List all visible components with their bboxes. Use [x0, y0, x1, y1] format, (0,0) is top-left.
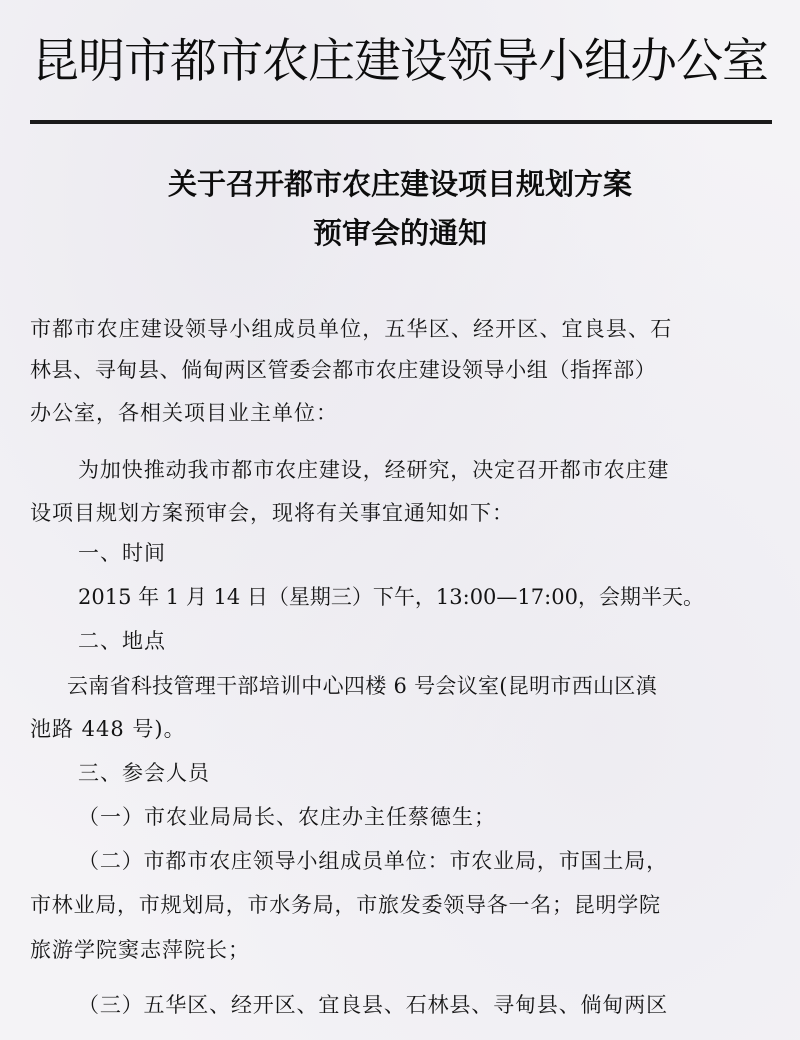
addressee-line: 林县、寻甸县、倘甸两区管委会都市农庄建设领导小组（指挥部）: [30, 358, 657, 382]
attendee-item: 旅游学院窦志萍院长；: [30, 938, 250, 962]
meeting-location-text: 云南省科技管理干部培训中心四楼 6 号会议室(昆明市西山区滇: [67, 674, 657, 698]
body-paragraph-line: 设项目规划方案预审会，现将有关事宜通知如下：: [30, 501, 514, 525]
attendee-item: （二）市都市农庄领导小组成员单位：市农业局，市国土局，: [78, 849, 668, 873]
attendee-item: 市林业局，市规划局，市水务局，市旅发委领导各一名；昆明学院: [30, 893, 661, 917]
body-paragraph-line: 为加快推动我市都市农庄建设，经研究，决定召开都市农庄建: [78, 458, 670, 482]
letterhead-divider: [30, 120, 772, 124]
meeting-location-text: 池路 448 号)。: [30, 717, 186, 741]
section-heading-attendees: 三、参会人员: [78, 761, 210, 785]
meeting-time-text: 2015 年 1 月 14 日（星期三）下午，13:00—17:00，会期半天。: [78, 585, 704, 609]
notice-title-line-2: 预审会的通知: [312, 216, 487, 250]
attendee-item: （一）市农业局局长、农庄办主任蔡德生；: [78, 805, 496, 829]
section-heading-location: 二、地点: [78, 629, 166, 653]
section-heading-time: 一、时间: [78, 541, 166, 565]
addressee-line: 市都市农庄建设领导小组成员单位，五华区、经开区、宜良县、石: [30, 317, 673, 341]
attendee-item: （三）五华区、经开区、宜良县、石林县、寻甸县、倘甸两区: [78, 993, 668, 1017]
letterhead-org-name: 昆明市都市农庄建设领导小组办公室: [32, 34, 768, 89]
addressee-line: 办公室，各相关项目业主单位：: [30, 401, 338, 425]
notice-title-line-1: 关于召开都市农庄建设项目规划方案: [167, 167, 632, 201]
